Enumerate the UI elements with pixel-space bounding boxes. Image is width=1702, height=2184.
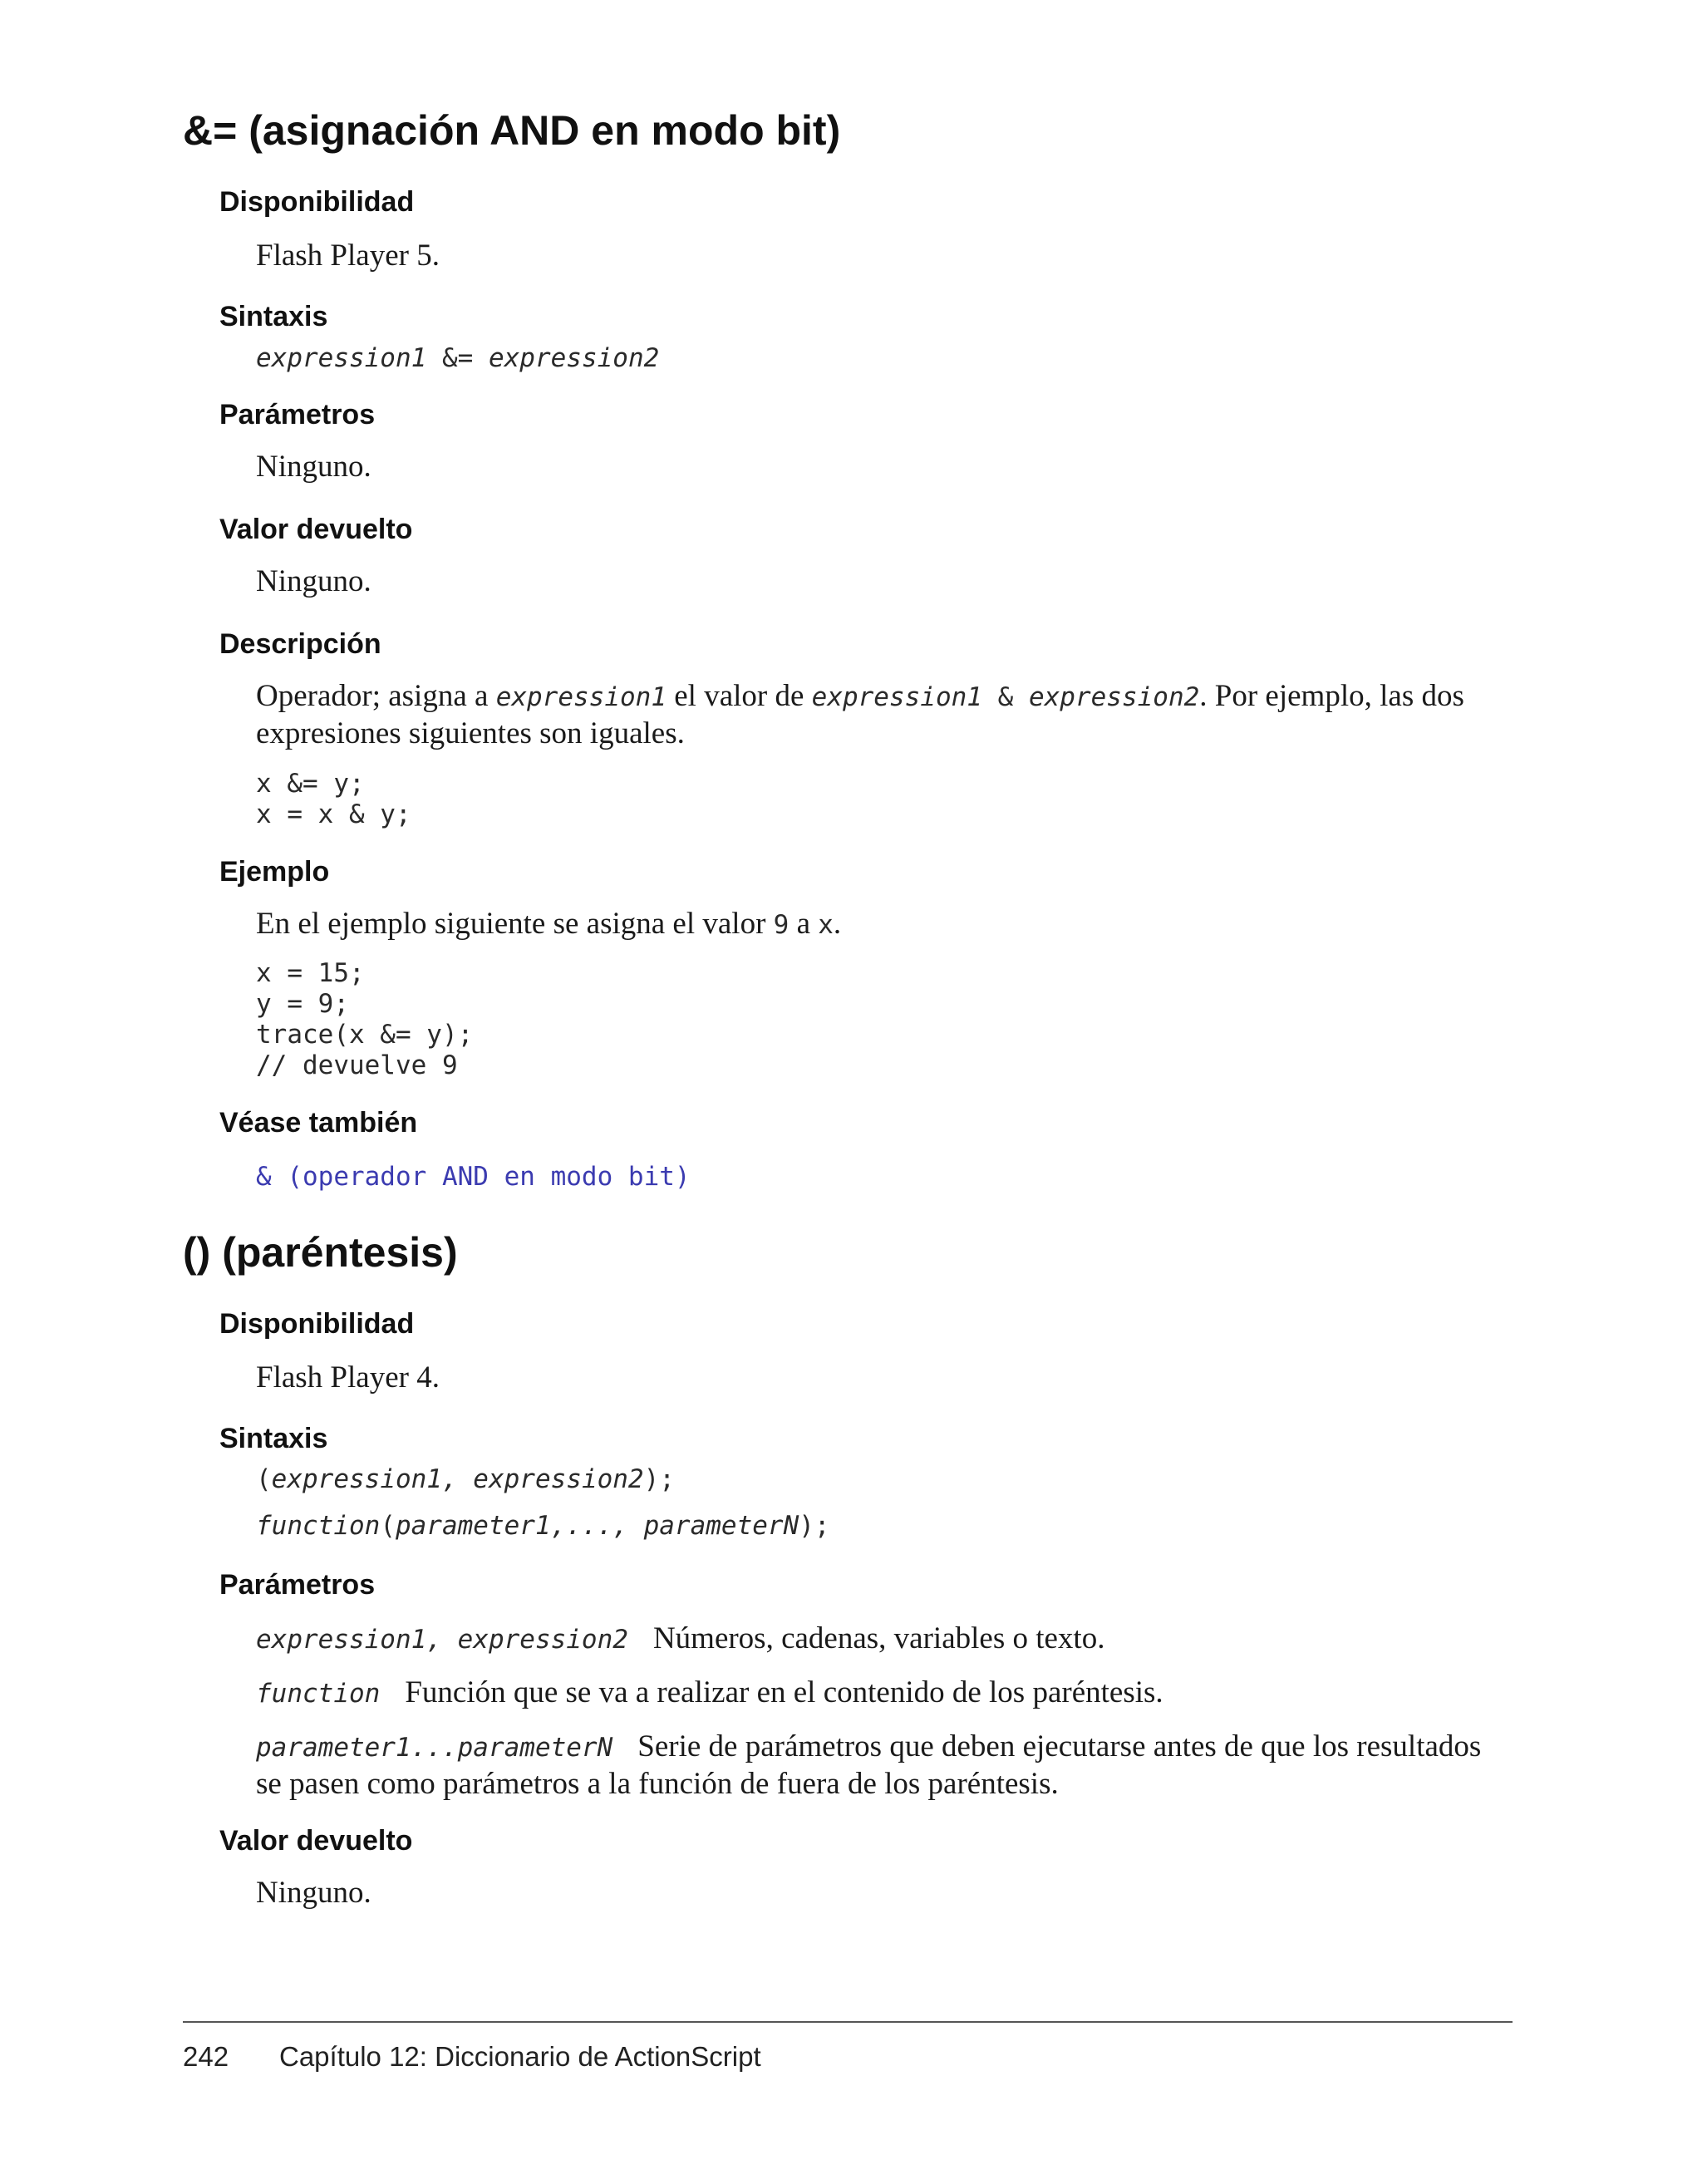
description-text (256, 678, 1503, 752)
description-part: . Por ejemplo, las dos expresiones siguientes son iguales. (256, 679, 1464, 750)
syntax-arg2: expression2 (488, 343, 660, 373)
parameter-name: function (256, 1679, 381, 1709)
availability-heading: Disponibilidad (219, 186, 415, 218)
example-part: . (833, 907, 842, 941)
example-var: x (818, 910, 834, 940)
parameter-description: Función que se va a realizar en el contenido de los paréntesis. (405, 1675, 1163, 1709)
footer-divider (183, 2021, 1513, 2023)
see-also-link[interactable]: & (operador AND en modo bit) (256, 1162, 691, 1192)
description-operator: & (981, 682, 1029, 712)
example-code-block: x = 15; y = 9; trace(x &= y); // devuelve 9 (256, 958, 474, 1080)
syntax-code (256, 343, 659, 374)
availability-text: Flash Player 5. (256, 239, 440, 273)
chapter-title: Capítulo 12: Diccionario de ActionScript (279, 2041, 761, 2072)
example-part: a (789, 907, 819, 941)
example-heading: Ejemplo (219, 856, 330, 888)
syntax-code-1 (256, 1464, 675, 1495)
see-also-line (256, 1162, 691, 1193)
parameters-heading: Parámetros (219, 399, 376, 430)
availability-heading: Disponibilidad (219, 1308, 415, 1340)
description-part: Operador; asigna a (256, 679, 496, 713)
syntax-paren: ); (643, 1464, 675, 1494)
syntax-paren: ( (256, 1464, 272, 1494)
parameter-item (256, 1729, 1503, 1803)
returns-text: Ninguno. (256, 564, 371, 598)
syntax-paren: ); (799, 1511, 830, 1541)
returns-heading: Valor devuelto (219, 514, 413, 545)
parameters-text: Ninguno. (256, 450, 371, 484)
syntax-function-name: function (256, 1511, 381, 1541)
returns-heading: Valor devuelto (219, 1825, 413, 1857)
example-text (256, 906, 841, 943)
syntax-heading: Sintaxis (219, 301, 328, 332)
availability-text: Flash Player 4. (256, 1360, 440, 1395)
section-title-bitwise-and-assignment: &= (asignación AND en modo bit) (183, 107, 841, 154)
description-code-expression2: expression2 (1028, 682, 1200, 712)
description-heading: Descripción (219, 628, 381, 660)
description-code-expression1: expression1 (495, 682, 667, 712)
syntax-args: expression1, expression2 (271, 1464, 644, 1494)
parameter-description: Serie de parámetros que deben ejecutarse antes de que los resultados se pasen como parámetros a la función de fuera de los paréntesis. (256, 1729, 1482, 1801)
syntax-paren: ( (380, 1511, 396, 1541)
returns-text: Ninguno. (256, 1876, 371, 1910)
syntax-code-2 (256, 1511, 830, 1542)
parameter-name: expression1, expression2 (256, 1625, 628, 1655)
example-value: 9 (773, 910, 790, 940)
syntax-args: parameter1,..., parameterN (395, 1511, 799, 1541)
description-code-block: x &= y; x = x & y; (256, 769, 411, 829)
syntax-heading: Sintaxis (219, 1423, 328, 1454)
syntax-arg1: expression1 (256, 343, 427, 373)
parameter-description: Números, cadenas, variables o texto. (652, 1621, 1105, 1655)
see-also-heading: Véase también (219, 1107, 418, 1139)
syntax-operator: &= (426, 343, 489, 373)
page-number: 242 (183, 2041, 229, 2072)
parameter-item (256, 1675, 1163, 1712)
parameters-heading: Parámetros (219, 1569, 376, 1601)
parameter-name: parameter1...parameterN (256, 1733, 613, 1763)
section-title-parentheses: () (paréntesis) (183, 1229, 458, 1276)
parameter-item (256, 1621, 1104, 1658)
description-code-expression1: expression1 (811, 682, 982, 712)
example-part: En el ejemplo siguiente se asigna el valor (256, 907, 774, 941)
description-part: el valor de (667, 679, 812, 713)
